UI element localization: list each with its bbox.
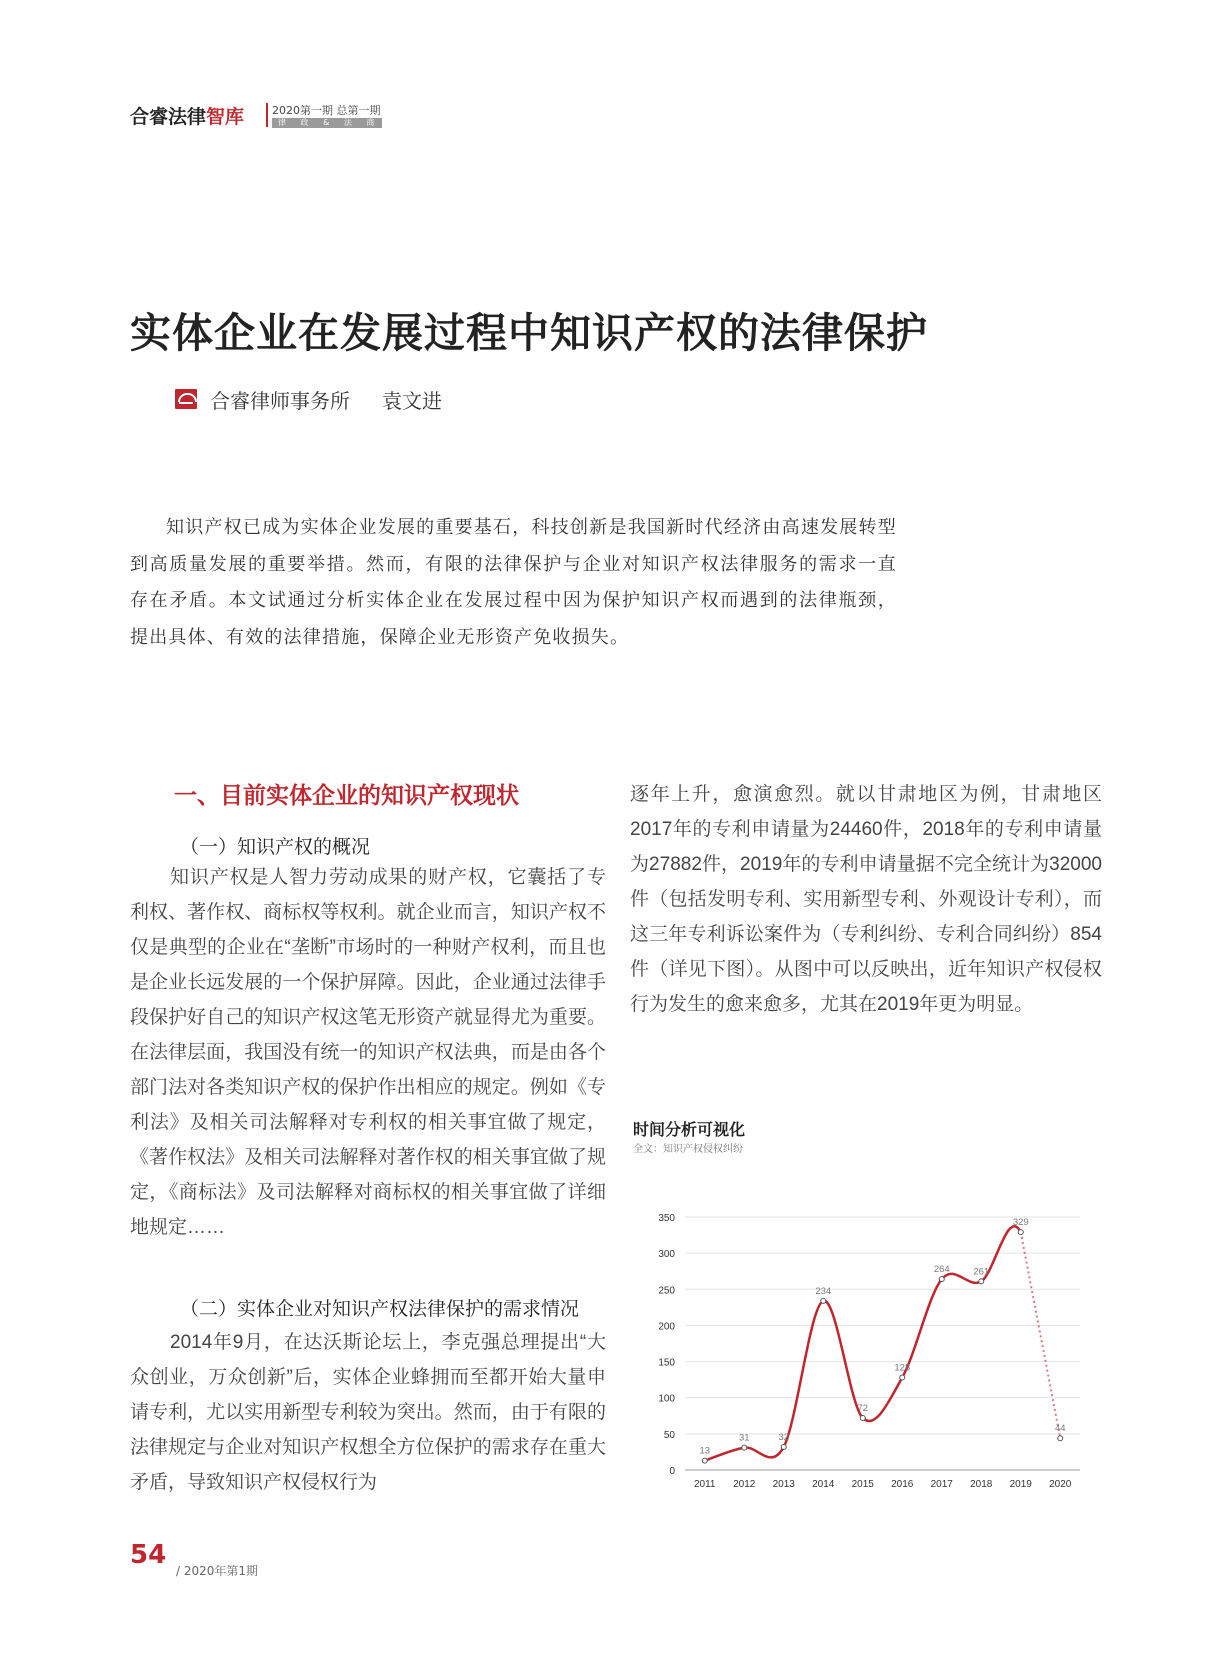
data-label: 329 <box>1012 1217 1029 1229</box>
x-tick-label: 2012 <box>733 1479 756 1490</box>
series-line <box>705 1226 1021 1460</box>
paragraph-demand: 2014年9月，在达沃斯论坛上，李克强总理提出“大众创业，万众创新”后，实体企业蜂拥而至都开始大量申请专利，尤以实用新型专利较为突出。然而，由于有限的法律规定与企业对知识产权想全方位保护的需求存在重大矛盾，导致知识产权侵权行为 <box>130 1332 606 1493</box>
y-tick-label: 300 <box>658 1249 675 1261</box>
data-point <box>860 1415 865 1420</box>
data-point <box>1018 1230 1023 1235</box>
header-issue: 2020第一期 总第一期 <box>272 104 381 117</box>
x-tick-label: 2014 <box>812 1479 835 1490</box>
footer-issue: / 2020年第1期 <box>176 1564 259 1578</box>
data-point <box>821 1298 826 1303</box>
firm-logo-icon <box>175 389 197 409</box>
y-tick-label: 0 <box>669 1466 675 1477</box>
y-tick-label: 150 <box>658 1357 675 1369</box>
x-tick-label: 2017 <box>930 1479 953 1490</box>
data-label: 261 <box>973 1266 990 1278</box>
subsection-heading-demand: （二）实体企业对知识产权法律保护的需求情况 <box>180 1298 580 1320</box>
chart-subtitle: 全文：知识产权侵权纠纷 <box>633 1144 743 1155</box>
line-chart <box>640 1200 1090 1500</box>
data-label: 13 <box>699 1445 711 1457</box>
data-label: 264 <box>933 1264 950 1276</box>
data-point <box>939 1277 944 1282</box>
journal-brand <box>130 102 244 129</box>
byline-author: 袁文进 <box>382 389 442 413</box>
y-tick-label: 100 <box>658 1393 675 1405</box>
data-point <box>742 1445 747 1450</box>
x-tick-label: 2013 <box>772 1479 795 1490</box>
article-title: 实体企业在发展过程中知识产权的法律保护 <box>130 309 928 357</box>
data-label: 31 <box>738 1432 750 1444</box>
subsection-heading-overview: （一）知识产权的概况 <box>180 836 371 858</box>
brand-main: 合睿法律 <box>130 106 207 128</box>
data-point <box>702 1458 707 1463</box>
paragraph-overview: 知识产权是人智力劳动成果的财产权，它囊括了专利权、著作权、商标权等权利。就企业而言，知识产权不仅是典型的企业在“垄断”市场时的一种财产权利，而且也是企业长远发展的一个保护屏障。因此，企业通过法律手段保护好自己的知识产权这笔无形资产就显得尤为重要。在法律层面，我国没有统一的知识产权法典，而是由各个部门法对各类知识产权的保护作出相应的规定。例如《专利法》及相关司法解释对专利权的相关事宜做了规定，《著作权法》及相关司法解释对著作权的相关事宜做了规定，《商标法》及司法解释对商标权的相关事宜做了详细地规定…… <box>130 867 606 1238</box>
y-tick-label: 50 <box>663 1429 675 1441</box>
section-heading: 一、目前实体企业的知识产权现状 <box>174 783 519 809</box>
y-tick-label: 250 <box>658 1285 675 1297</box>
data-label: 72 <box>857 1402 869 1414</box>
x-tick-label: 2020 <box>1049 1479 1072 1490</box>
data-point <box>1058 1436 1063 1441</box>
x-tick-label: 2018 <box>970 1479 993 1490</box>
data-point <box>900 1375 905 1380</box>
paragraph-continued: 逐年上升，愈演愈烈。就以甘肃地区为例，甘肃地区2017年的专利申请量为24460件，2018年的专利申请量为27882件，2019年的专利申请量据不完全统计为32000件（包括发明专利、实用新型专利、外观设计专利），而这三年专利诉讼案件为（专利纠纷、专利合同纠纷）854件（详见下图）。从图中可以反映出，近年知识产权侵权行为发生的愈来愈多，尤其在2019年更为明显。 <box>630 784 1102 1015</box>
data-label: 32 <box>778 1431 790 1443</box>
data-point <box>979 1279 984 1284</box>
data-point <box>781 1444 786 1449</box>
x-tick-label: 2015 <box>851 1479 874 1490</box>
series-line-dashed <box>1021 1232 1061 1438</box>
data-label: 44 <box>1054 1423 1066 1435</box>
page-number: 54 <box>130 1540 167 1570</box>
data-label: 128 <box>894 1362 911 1374</box>
x-tick-label: 2016 <box>891 1479 914 1490</box>
y-tick-label: 350 <box>658 1213 675 1224</box>
data-label: 234 <box>815 1285 832 1297</box>
byline-organization: 合睿律师事务所 <box>210 389 350 413</box>
header-divider <box>266 103 268 127</box>
y-tick-label: 200 <box>658 1321 675 1333</box>
x-tick-label: 2011 <box>693 1479 716 1490</box>
header-tagline: 律 政 & 法 商 <box>272 118 382 128</box>
brand-accent: 智库 <box>206 106 245 128</box>
chart-title: 时间分析可视化 <box>633 1120 746 1139</box>
article-abstract: 知识产权已成为实体企业发展的重要基石，科技创新是我国新时代经济由高速发展转型到高质量发展的重要举措。然而，有限的法律保护与企业对知识产权法律服务的需求一直存在矛盾。本文试通过分析实体企业在发展过程中因为保护知识产权而遇到的法律瓶颈，提出具体、有效的法律措施，保障企业无形资产免收损失。 <box>130 517 897 648</box>
x-tick-label: 2019 <box>1009 1479 1032 1490</box>
